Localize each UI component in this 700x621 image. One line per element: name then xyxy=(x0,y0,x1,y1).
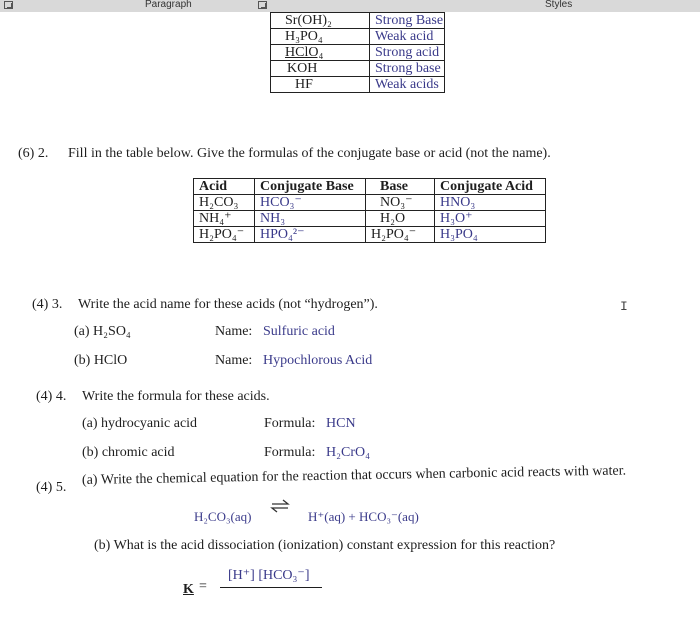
k-numerator[interactable]: [H⁺] [HCO₃⁻] xyxy=(228,568,310,583)
dialog-launcher-icon[interactable] xyxy=(4,1,13,9)
question-5a-prompt: (a) Write the chemical equation for the reaction that occurs when carbonic acid reacts with water. xyxy=(81,463,627,488)
table-header-row xyxy=(194,179,546,195)
column-header: Conjugate Acid xyxy=(435,179,546,195)
question-4a-formula-label: Formula: xyxy=(264,416,316,431)
question-4b-label: (b) chromic acid xyxy=(82,445,175,460)
table-row xyxy=(271,61,445,77)
table-cell: Sr(OH)₂ xyxy=(271,13,370,29)
table-row xyxy=(194,211,546,227)
table-row xyxy=(271,45,445,61)
fraction-bar xyxy=(220,587,322,588)
equation-products[interactable]: H⁺(aq) + HCO₃⁻(aq) xyxy=(308,509,419,524)
column-header: Base xyxy=(366,179,435,195)
equilibrium-arrow-icon xyxy=(270,498,290,514)
table-cell: H₂PO₄⁻ xyxy=(194,227,255,243)
classification-table xyxy=(270,12,445,93)
table-cell: NH₃ xyxy=(255,211,366,227)
question-3-number: (4) 3. xyxy=(32,297,63,312)
paragraph-group-label: Paragraph xyxy=(145,0,192,10)
question-3b-answer[interactable]: Hypochlorous Acid xyxy=(263,353,373,368)
paragraph-launcher-icon[interactable] xyxy=(258,1,267,9)
question-3-prompt: Write the acid name for these acids (not “hydrogen”). xyxy=(78,297,378,312)
table-cell: HNO₃ xyxy=(435,195,546,211)
question-2-prompt: Fill in the table below. Give the formulas of the conjugate base or acid (not the name). xyxy=(68,146,551,161)
column-header: Conjugate Base xyxy=(255,179,366,195)
table-row xyxy=(194,195,546,211)
question-3a-answer[interactable]: Sulfuric acid xyxy=(263,324,335,339)
text-cursor-icon: I xyxy=(620,299,628,314)
column-header: Acid xyxy=(194,179,255,195)
table-cell: NH₄⁺ xyxy=(194,211,255,227)
ribbon-bar xyxy=(0,0,700,12)
conjugate-table xyxy=(193,178,546,243)
table-cell: H₂O xyxy=(366,211,435,227)
table-cell: H₃PO₄ xyxy=(435,227,546,243)
question-4b-formula-label: Formula: xyxy=(264,445,316,460)
table-cell: HClO₄ xyxy=(271,45,370,61)
table-cell: NO₃⁻ xyxy=(366,195,435,211)
equation-reactant[interactable]: H₂CO₃(aq) xyxy=(194,509,252,524)
question-3a-name-label: Name: xyxy=(215,324,253,339)
table-cell: H₃O⁺ xyxy=(435,211,546,227)
k-label: K xyxy=(183,582,194,597)
table-row xyxy=(271,29,445,45)
question-4-number: (4) 4. xyxy=(36,389,67,404)
question-4a-answer[interactable]: HCN xyxy=(326,416,356,431)
question-3b-name-label: Name: xyxy=(215,353,253,368)
table-cell: KOH xyxy=(271,61,370,77)
question-4a-label: (a) hydrocyanic acid xyxy=(82,416,198,431)
styles-group-label: Styles xyxy=(545,0,573,10)
table-cell: H₃PO₄ xyxy=(271,29,370,45)
table-row xyxy=(271,13,445,29)
table-cell: HCO₃⁻ xyxy=(255,195,366,211)
table-cell: Strong Base xyxy=(370,13,445,29)
table-cell: H₂CO₃ xyxy=(194,195,255,211)
question-3b-label: (b) HClO xyxy=(74,353,128,368)
question-4-prompt: Write the formula for these acids. xyxy=(82,389,270,404)
table-cell: Weak acid xyxy=(370,29,445,45)
question-5-number: (4) 5. xyxy=(36,480,67,495)
table-cell: Weak acids xyxy=(370,77,445,93)
question-5b-prompt: (b) What is the acid dissociation (ionization) constant expression for this reaction? xyxy=(94,538,556,553)
table-row xyxy=(194,227,546,243)
equals-sign: = xyxy=(199,579,207,594)
table-cell: HPO₄²⁻ xyxy=(255,227,366,243)
table-cell: Strong acid xyxy=(370,45,445,61)
question-3a-label: (a) H₂SO₄ xyxy=(74,324,131,339)
table-row xyxy=(271,77,445,93)
question-2-number: (6) 2. xyxy=(18,146,49,161)
table-cell: H₂PO₄⁻ xyxy=(366,227,435,243)
table-cell: HF xyxy=(271,77,370,93)
question-4b-answer[interactable]: H₂CrO₄ xyxy=(326,445,370,460)
table-cell: Strong base xyxy=(370,61,445,77)
